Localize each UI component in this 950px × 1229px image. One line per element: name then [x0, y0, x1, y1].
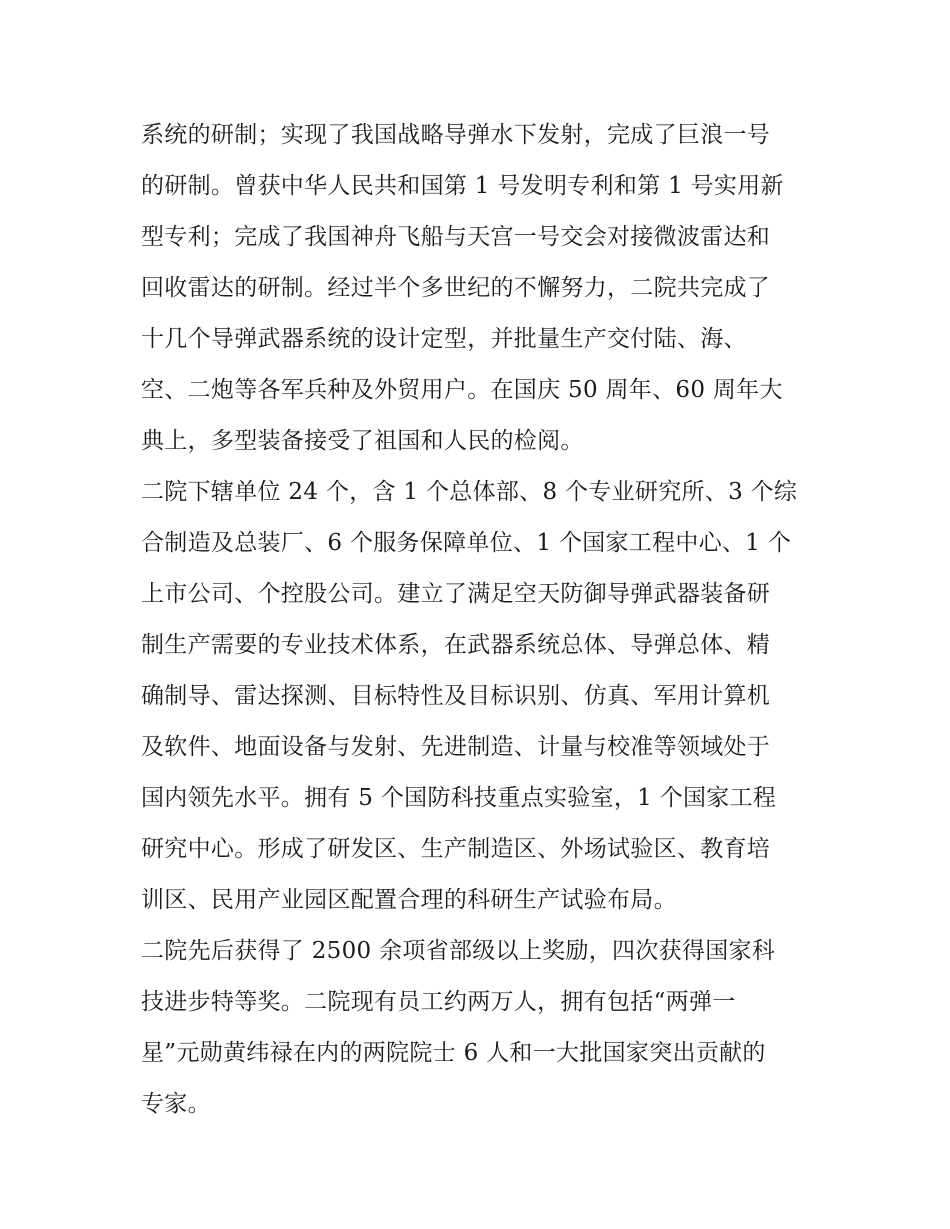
text-line: 制生产需要的专业技术体系，在武器系统总体、导弹总体、精: [141, 632, 771, 658]
text-line: 星”元勋黄纬禄在内的两院院士 6 人和一大批国家突出贡献的: [141, 1040, 766, 1066]
text-line: 系统的研制；实现了我国战略导弹水下发射，完成了巨浪一号: [141, 122, 771, 148]
text-line: 确制导、雷达探测、目标特性及目标识别、仿真、军用计算机: [141, 683, 771, 709]
text-line: 空、二炮等各军兵种及外贸用户。在国庆 50 周年、60 周年大: [141, 377, 783, 403]
text-line: 型专利；完成了我国神舟飞船与天宫一号交会对接微波雷达和: [141, 224, 771, 250]
text-line: 回收雷达的研制。经过半个多世纪的不懈努力，二院共完成了: [141, 275, 771, 301]
text-line: 专家。: [141, 1091, 211, 1117]
text-line: 研究中心。形成了研发区、生产制造区、外场试验区、教育培: [141, 836, 771, 862]
text-line: 技进步特等奖。二院现有员工约两万人，拥有包括“两弹一: [141, 989, 736, 1015]
text-line: 上市公司、个控股公司。建立了满足空天防御导弹武器装备研: [141, 581, 771, 607]
text-line: 二院先后获得了 2500 余项省部级以上奖励，四次获得国家科: [141, 938, 776, 964]
text-line: 及软件、地面设备与发射、先进制造、计量与校准等领域处于: [141, 734, 771, 760]
text-line: 的研制。曾获中华人民共和国第 1 号发明专利和第 1 号实用新: [141, 173, 784, 199]
text-line: 合制造及总装厂、6 个服务保障单位、1 个国家工程中心、1 个: [141, 530, 792, 556]
text-line: 十几个导弹武器系统的设计定型，并批量生产交付陆、海、: [141, 326, 747, 352]
document-body: [141, 110, 821, 1130]
text-line: 国内领先水平。拥有 5 个国防科技重点实验室，1 个国家工程: [141, 785, 777, 811]
text-line: 训区、民用产业园区配置合理的科研生产试验布局。: [141, 887, 677, 913]
text-line: 典上，多型装备接受了祖国和人民的检阅。: [141, 428, 584, 454]
text-line: 二院下辖单位 24 个，含 1 个总体部、8 个专业研究所、3 个综: [141, 479, 798, 505]
